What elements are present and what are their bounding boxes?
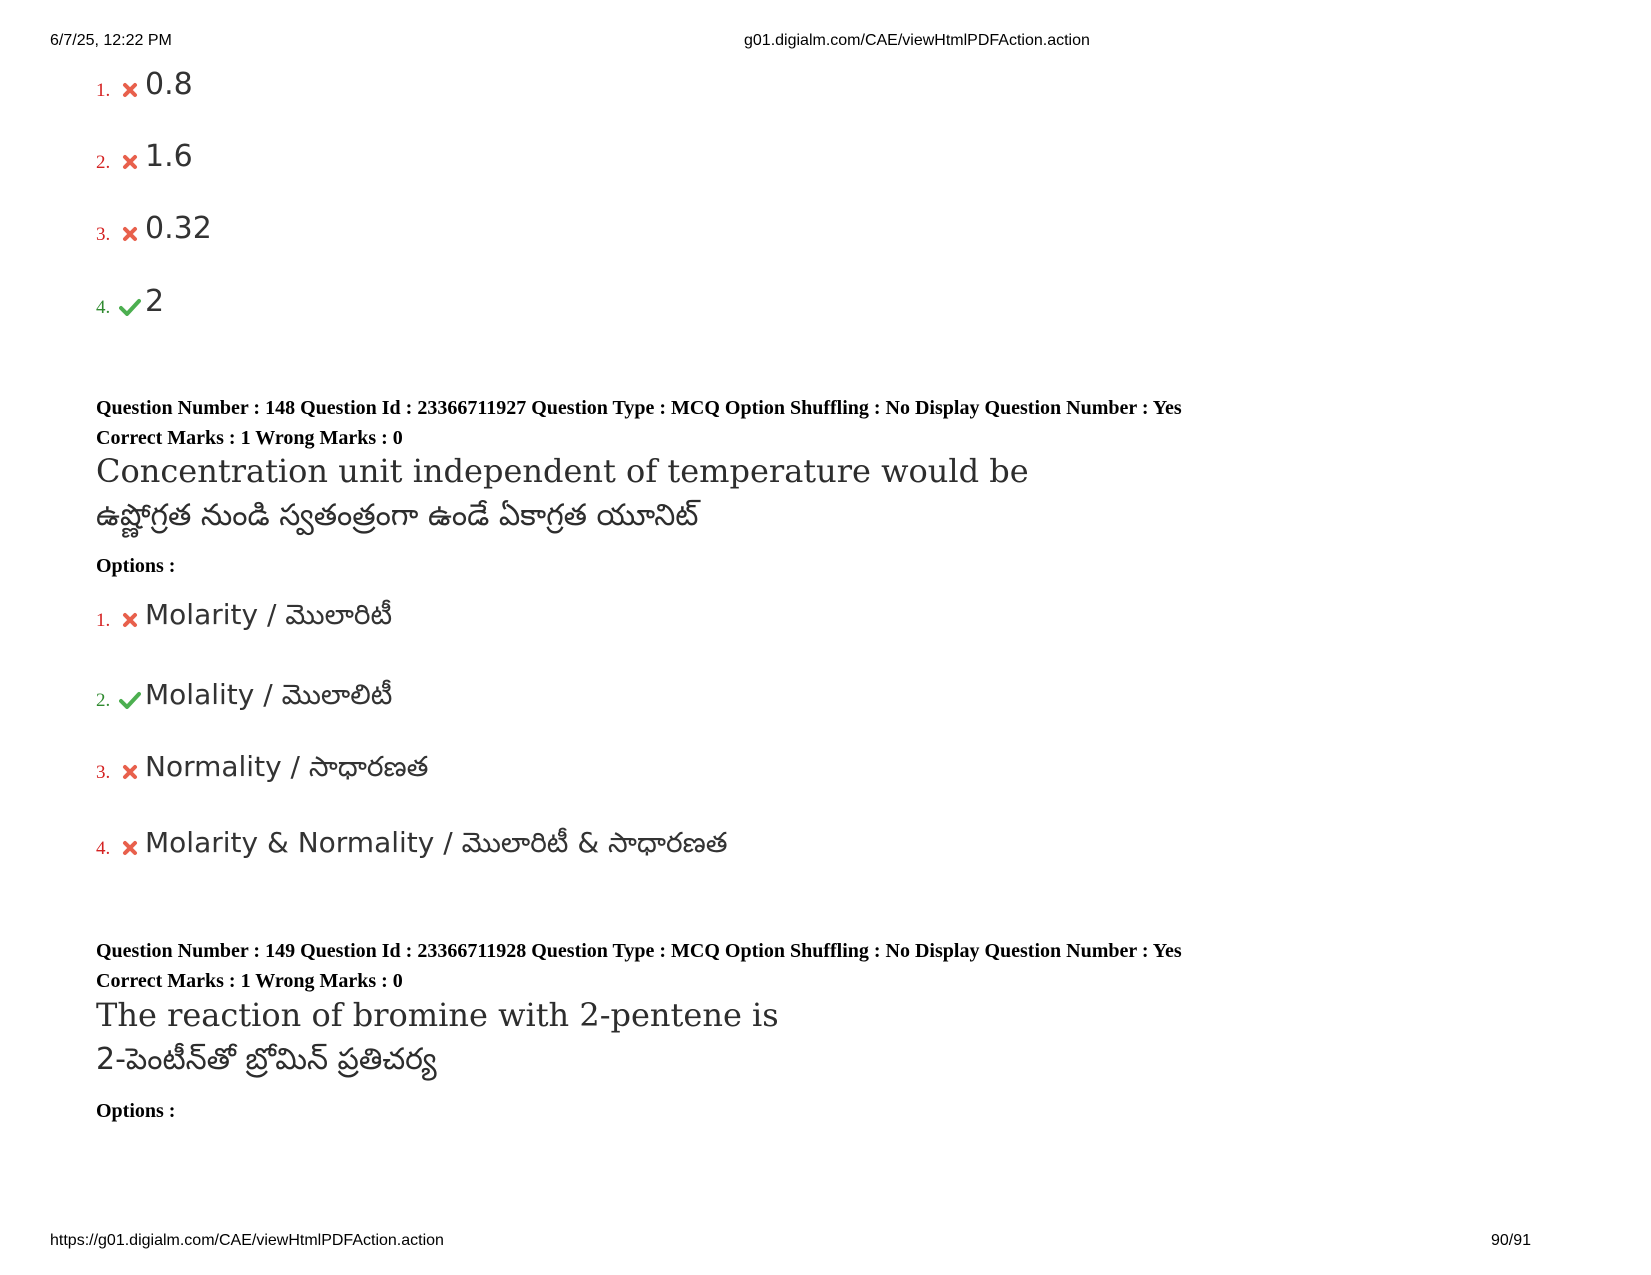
q147-option-4 (96, 275, 164, 319)
option-text: 2 (145, 284, 165, 319)
option-text: Normality / సాధారణత (145, 750, 429, 783)
cross-mark-icon (118, 80, 142, 102)
option-number: 2. (96, 690, 111, 711)
q149-question-text-en: The reaction of bromine with 2-pentene is (96, 996, 779, 1034)
q147-option-1 (96, 58, 193, 102)
q148-options-label: Options : (96, 555, 176, 577)
option-number: 1. (96, 80, 111, 101)
check-mark-icon (118, 690, 142, 712)
option-number: 3. (96, 224, 111, 245)
q147-option-3 (96, 202, 212, 246)
option-text: 1.6 (145, 139, 193, 174)
q149-options-label: Options : (96, 1100, 176, 1122)
option-text: Molarity & Normality / మొలారిటీ & సాధారణత (145, 826, 728, 859)
q148-option-3 (96, 740, 428, 784)
q149-question-text-te: 2-పెంటీన్‌తో బ్రోమిన్ ప్రతిచర్య (96, 1042, 437, 1077)
cross-mark-icon (118, 838, 142, 860)
q148-option-1 (96, 588, 392, 632)
option-text: Molarity / మొలారిటీ (145, 598, 393, 631)
check-mark-icon (118, 297, 142, 319)
q149-meta-line2: Correct Marks : 1 Wrong Marks : 0 (96, 970, 403, 992)
q148-meta-line2: Correct Marks : 1 Wrong Marks : 0 (96, 427, 403, 449)
option-number: 4. (96, 297, 111, 318)
cross-mark-icon (118, 152, 142, 174)
option-text: 0.8 (145, 67, 193, 102)
q148-meta-line1: Question Number : 148 Question Id : 23366711927 Question Type : MCQ Option Shuffling : No Display Question Number : Yes (96, 397, 1182, 419)
option-number: 1. (96, 610, 111, 631)
page-number: 90/91 (1490, 1232, 1531, 1249)
option-number: 3. (96, 762, 111, 783)
option-text: Molality / మొలాలిటీ (145, 678, 393, 711)
q147-option-2 (96, 130, 193, 174)
cross-mark-icon (118, 224, 142, 246)
option-text: 0.32 (145, 211, 212, 246)
q148-question-text-te: ఉష్ణోగ్రత నుండి స్వతంత్రంగా ఉండే ఏకాగ్రత యూనిట్ (96, 498, 699, 533)
q149-meta-line1: Question Number : 149 Question Id : 23366711928 Question Type : MCQ Option Shuffling : No Display Question Number : Yes (96, 940, 1182, 962)
q148-question-text-en: Concentration unit independent of temperature would be (96, 452, 1029, 490)
q148-option-2 (96, 668, 392, 712)
cross-mark-icon (118, 762, 142, 784)
print-page-url: g01.digialm.com/CAE/viewHtmlPDFAction.action (744, 32, 1090, 49)
q148-option-4 (96, 816, 728, 860)
option-number: 4. (96, 838, 111, 859)
cross-mark-icon (118, 610, 142, 632)
option-number: 2. (96, 152, 111, 173)
footer-url: https://g01.digialm.com/CAE/viewHtmlPDFAction.action (50, 1232, 444, 1249)
print-datetime: 6/7/25, 12:22 PM (50, 32, 172, 49)
